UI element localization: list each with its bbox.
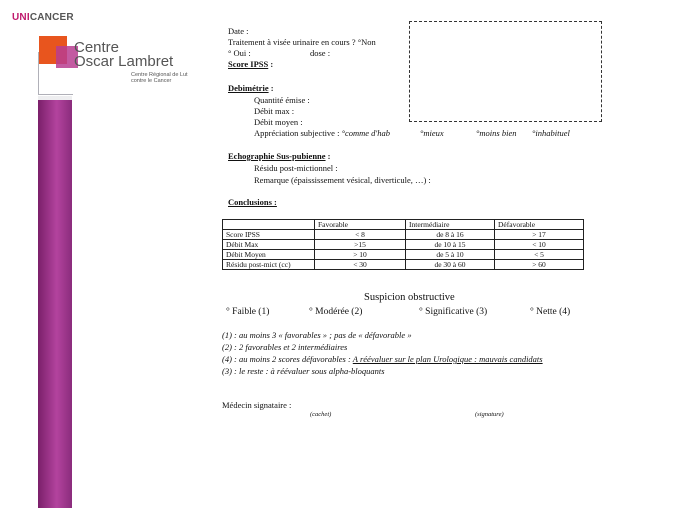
brand-right: CANCER	[29, 12, 74, 23]
cachet-label: (cachet)	[310, 411, 332, 418]
appreciation-option-moins-bien: °moins bien	[476, 128, 517, 138]
echographie-title: Echographie Sus-pubienne	[228, 151, 326, 161]
suspicion-option-nette[interactable]: ° Nette (4)	[530, 307, 571, 317]
table-cell: < 10	[495, 240, 584, 250]
suspicion-title: Suspicion obstructive	[364, 292, 455, 303]
table-row	[223, 250, 584, 260]
date-label: Date :	[228, 26, 249, 36]
table-cell: de 10 à 15	[406, 240, 495, 250]
score-ipss-heading	[228, 59, 273, 69]
table-cell: < 30	[315, 260, 406, 270]
residu-label: Résidu post-mictionnel :	[254, 163, 338, 173]
table-header-cell: Favorable	[315, 220, 406, 230]
table-cell: de 8 à 16	[406, 230, 495, 240]
table-row	[223, 230, 584, 240]
debimetrie-heading	[228, 83, 274, 93]
table-header-cell: Intermédiaire	[406, 220, 495, 230]
logo-subtitle-line-2: contre le Cancer	[131, 78, 172, 84]
dose-label: dose :	[310, 48, 331, 58]
brand-left: UNI	[12, 12, 30, 23]
debimetrie-title: Debimétrie	[228, 83, 269, 93]
sidebar	[0, 0, 205, 517]
debit-moyen-label: Débit moyen :	[254, 117, 303, 127]
appreciation-option-mieux: °mieux	[420, 128, 444, 138]
debimetrie-colon: :	[268, 83, 274, 93]
suspicion-option-significative[interactable]: ° Significative (3)	[419, 307, 488, 317]
signature-label: (signature)	[475, 411, 504, 418]
score-ipss-title: Score IPSS	[228, 59, 269, 69]
score-ipss-colon: :	[268, 59, 274, 69]
table-cell: < 5	[495, 250, 584, 260]
appreciation-option-comme-dhab: °comme d'hab	[341, 128, 390, 138]
debit-max-label: Débit max :	[254, 106, 295, 116]
quantite-label: Quantité émise :	[254, 95, 310, 105]
table-row	[223, 240, 584, 250]
note-1: (1) : au moins 3 « favorables » ; pas de « défavorable »	[222, 330, 412, 340]
suspicion-option-faible[interactable]: ° Faible (1)	[226, 307, 270, 317]
table-cell: Débit Moyen	[223, 250, 315, 260]
echographie-heading	[228, 151, 331, 161]
conclusions-heading: Conclusions :	[228, 197, 277, 207]
table-header-cell: Défavorable	[495, 220, 584, 230]
table-cell: < 8	[315, 230, 406, 240]
table-cell: Débit Max	[223, 240, 315, 250]
unicancer-logo-text	[12, 12, 74, 23]
logo-centre-text: Centre	[74, 39, 120, 56]
table-cell: Score IPSS	[223, 230, 315, 240]
note-4-emphasis: A réévaluer sur le plan Urologique : mauvais candidats	[352, 354, 543, 364]
sidebar-purple-band	[38, 100, 72, 508]
note-3: (3) : le reste : à réévaluer sous alpha-bloquants	[222, 366, 385, 376]
table-header-row	[223, 220, 584, 230]
table-cell: Résidu post-mict (cc)	[223, 260, 315, 270]
logo-oscar-lambret-text: Oscar Lambret	[74, 53, 174, 70]
appreciation-label: Appréciation subjective :	[254, 128, 342, 138]
appreciation-line	[254, 128, 390, 138]
stamp-area	[409, 21, 602, 122]
logo-subtitle	[131, 72, 188, 84]
oui-option: ° Oui :	[228, 48, 251, 58]
note-4-prefix: (4) : au moins 2 scores défavorables :	[222, 354, 353, 364]
appreciation-option-inhabituel: °inhabituel	[532, 128, 570, 138]
table-cell: > 17	[495, 230, 584, 240]
table-header-cell	[223, 220, 315, 230]
echographie-colon: :	[325, 151, 331, 161]
table-cell: >15	[315, 240, 406, 250]
note-4	[222, 354, 543, 364]
table-cell: > 10	[315, 250, 406, 260]
table-cell: de 30 à 60	[406, 260, 495, 270]
table-cell: de 5 à 10	[406, 250, 495, 260]
traitement-question: Traitement à visée urinaire en cours ? °Non	[228, 37, 376, 47]
logo-subtitle-line-1: Centre Régional de Lut	[131, 72, 188, 78]
suspicion-option-moderee[interactable]: ° Modérée (2)	[309, 307, 363, 317]
note-2: (2) : 2 favorables et 2 intermédiaires	[222, 342, 348, 352]
table-cell: > 60	[495, 260, 584, 270]
results-table	[222, 219, 584, 270]
table-row	[223, 260, 584, 270]
medecin-signataire-label: Médecin signataire :	[222, 400, 292, 410]
remarque-label: Remarque (épaississement vésical, diverticule, …) :	[254, 175, 431, 185]
